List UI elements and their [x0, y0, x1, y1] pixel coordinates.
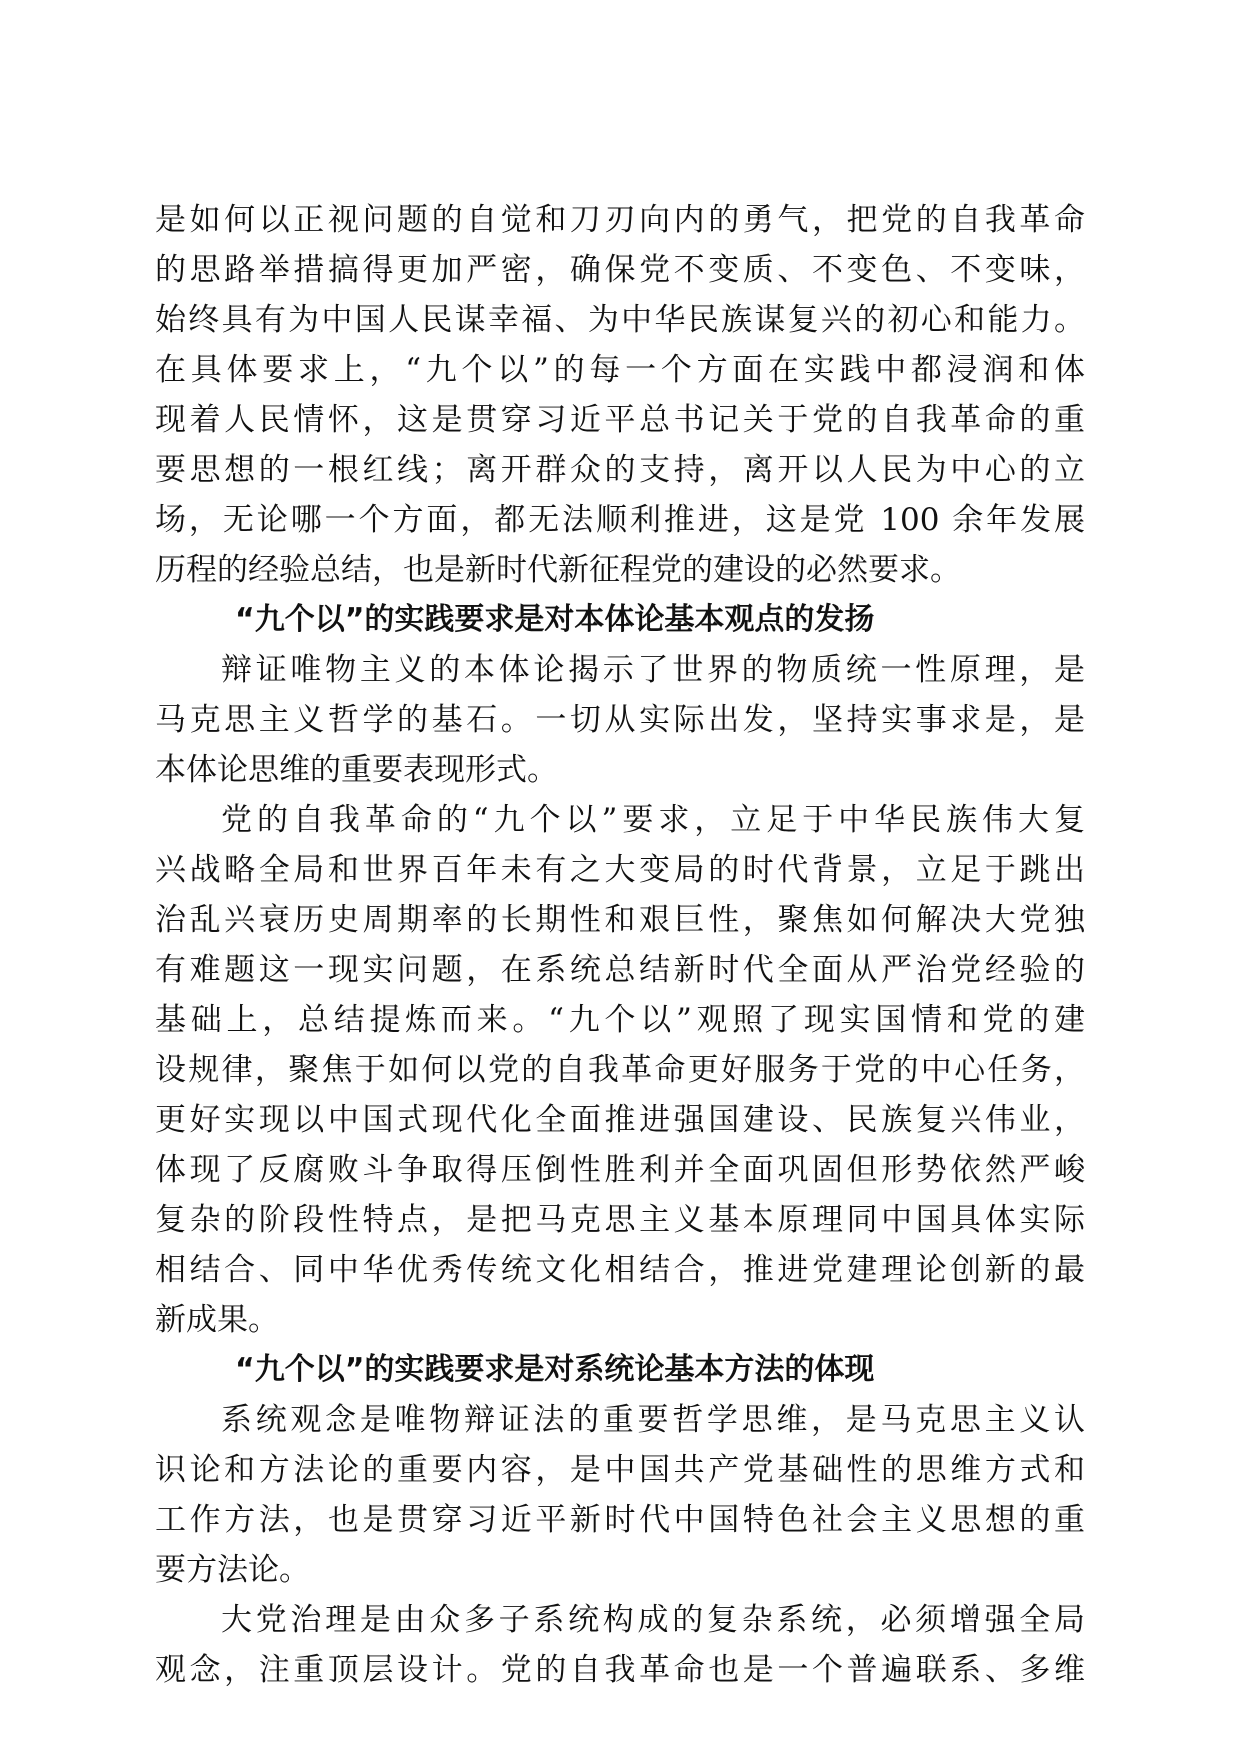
paragraph-line: 是如何以正视问题的自觉和刀刃向内的勇气，把党的自我革命: [155, 202, 1085, 238]
paragraph-line: 大党治理是由众多子系统构成的复杂系统，必须增强全局: [221, 1602, 1085, 1638]
paragraph-line: 本体论思维的重要表现形式。: [155, 752, 558, 788]
paragraph-line: 的思路举措搞得更加严密，确保党不变质、不变色、不变味，: [155, 252, 1085, 288]
paragraph: [155, 795, 1085, 1345]
paragraph-line: 观念，注重顶层设计。党的自我革命也是一个普遍联系、多维: [155, 1652, 1085, 1688]
paragraph-line: 复杂的阶段性特点，是把马克思主义基本原理同中国具体实际: [155, 1202, 1085, 1238]
paragraph-line: 系统观念是唯物辩证法的重要哲学思维，是马克思主义认: [221, 1402, 1085, 1438]
paragraph-line: 识论和方法论的重要内容，是中国共产党基础性的思维方式和: [155, 1452, 1085, 1488]
paragraph-line: 在具体要求上，“九个以”的每一个方面在实践中都浸润和体: [155, 352, 1085, 388]
paragraph-line: 有难题这一现实问题，在系统总结新时代全面从严治党经验的: [155, 952, 1085, 988]
paragraph-line: 辩证唯物主义的本体论揭示了世界的物质统一性原理，是: [221, 652, 1085, 688]
document-body: [155, 195, 1085, 1695]
paragraph-line: 治乱兴衰历史周期率的长期性和艰巨性，聚焦如何解决大党独: [155, 902, 1085, 938]
paragraph-line: 马克思主义哲学的基石。一切从实际出发，坚持实事求是，是: [155, 702, 1085, 738]
paragraph-line: 新成果。: [155, 1302, 279, 1338]
paragraph-line: 场，无论哪一个方面，都无法顺利推进，这是党 100 余年发展: [155, 502, 1085, 538]
section-heading: “九个以”的实践要求是对本体论基本观点的发扬: [235, 602, 875, 637]
paragraph-line: 工作方法，也是贯穿习近平新时代中国特色社会主义思想的重: [155, 1502, 1085, 1538]
paragraph: [155, 645, 1085, 795]
paragraph-line: 更好实现以中国式现代化全面推进强国建设、民族复兴伟业，: [155, 1102, 1085, 1138]
paragraph-line: 现着人民情怀，这是贯穿习近平总书记关于党的自我革命的重: [155, 402, 1085, 438]
paragraph-line: 要方法论。: [155, 1552, 310, 1588]
paragraph: [155, 1395, 1085, 1595]
paragraph-line: 相结合、同中华优秀传统文化相结合，推进党建理论创新的最: [155, 1252, 1085, 1288]
paragraph-line: 体现了反腐败斗争取得压倒性胜利并全面巩固但形势依然严峻: [155, 1152, 1085, 1188]
paragraph: [155, 195, 1085, 595]
paragraph-line: 历程的经验总结，也是新时代新征程党的建设的必然要求。: [155, 552, 961, 588]
section-heading: “九个以”的实践要求是对系统论基本方法的体现: [235, 1352, 875, 1387]
paragraph-line: 基础上，总结提炼而来。“九个以”观照了现实国情和党的建: [155, 1002, 1085, 1038]
paragraph: [155, 1595, 1085, 1695]
paragraph-line: 设规律，聚焦于如何以党的自我革命更好服务于党的中心任务，: [155, 1052, 1085, 1088]
paragraph-line: 党的自我革命的“九个以”要求，立足于中华民族伟大复: [221, 802, 1085, 838]
paragraph-line: 兴战略全局和世界百年未有之大变局的时代背景，立足于跳出: [155, 852, 1085, 888]
paragraph-line: 始终具有为中国人民谋幸福、为中华民族谋复兴的初心和能力。: [155, 302, 1085, 338]
paragraph-line: 要思想的一根红线；离开群众的支持，离开以人民为中心的立: [155, 452, 1085, 488]
